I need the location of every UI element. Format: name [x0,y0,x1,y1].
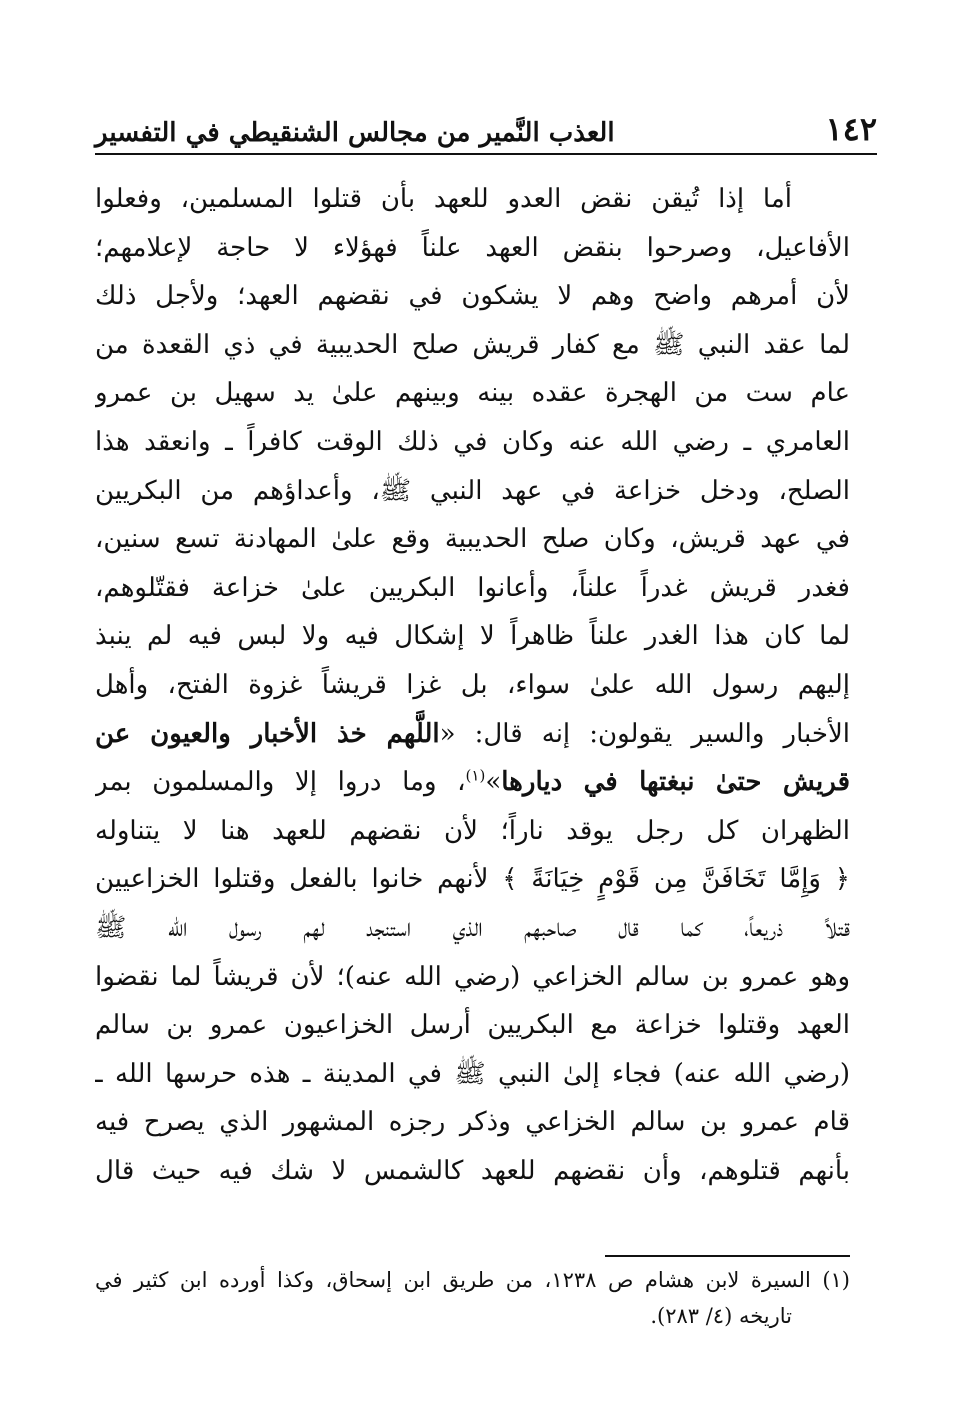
text-line: العهد وقتلوا خزاعة مع البكريين أرسل الخزاعيون عمرو بن سالم [95,1010,850,1041]
text-line: وهو عمرو بن سالم الخزاعي (رضي الله عنه)؛ لأن قريشاً لما نقضوا [95,961,850,992]
text-line: الظهران كل رجل يوقد ناراً؛ لأن نقضهم للعهد هنا لا يتناوله [95,815,850,846]
hadith-quote-bold: اللَّهم خذ الأخبار والعيون عن [95,718,440,749]
header-rule [95,153,877,155]
footnote-rule [605,1255,850,1257]
text-line: أما إذا تُيقن نقض العدو للعهد بأن قتلوا المسلمين، وفعلوا [95,184,792,214]
text-line: قام عمرو بن سالم الخزاعي وذكر رجزه المشهور الذي يصرح فيه [95,1107,850,1138]
text-line: الأفاعيل، وصرحوا بنقض العهد علناً فهؤلاء لا حاجة لإعلامهم؛ [95,232,850,263]
text-line: العامري ـ رضي الله عنه وكان في ذلك الوقت كافراً ـ وانعقد هذا [95,426,850,457]
footnote-reference[interactable]: (١) [465,766,486,785]
text-line [95,758,850,807]
main-text [95,175,850,1195]
text-segment: الأخبار والسير يقولون: إنه قال: « [439,718,850,749]
quran-verse-line: ﴿ وَإِمَّا تَخَافَنَّ مِن قَوْمٍ خِيَانَةً ﴾ لأنهم خانوا بالفعل وقتلوا الخزاعيين [95,864,850,895]
text-line: قتلاً ذريعاً، كما قال صاحبهم الذي استنجد لهم رسول الله ﷺ [95,912,850,943]
text-line: لأن أمرهم واضح وهم لا يشكون في نقضهم العهد؛ ولأجل ذلك [95,281,850,312]
footnote-line [95,1262,850,1298]
footnote [95,1262,850,1334]
text-line: لما عقد النبي ﷺ مع كفار قريش صلح الحديبية في ذي القعدة من [95,329,850,360]
footnote-line: تاريخه (٤/ ٢٨٣). [650,1304,792,1328]
text-line: بأنهم قتلوهم، وأن نقضهم للعهد كالشمس لا شك فيه حيث قال [95,1155,850,1186]
text-line: الصلح، ودخل خزاعة في عهد النبي ﷺ، وأعداؤهم من البكريين [95,475,850,506]
text-line: فغدر قريش غدراً علناً، وأعانوا البكريين علىٰ خزاعة فقتّلوهم، [95,572,850,603]
footnote-marker: (١) [822,1268,850,1292]
hadith-quote-bold: قريش حتىٰ نبغتها في ديارها [501,767,850,798]
text-line: عام ست من الهجرة عقده بينه وبينهم علىٰ يد سهيل بن عمرو [95,378,850,409]
text-line: لما كان هذا الغدر علناً ظاهراً لا إشكال فيه ولا لبس فيه لم ينبذ [95,621,850,652]
text-line: إليهم رسول الله علىٰ سواء، بل غزا قريشاً غزوة الفتح، وأهل [95,669,850,700]
text-line: في عهد قريش، وكان صلح الحديبية وقع علىٰ المهادنة تسع سنين، [95,524,850,555]
text-line: (رضي الله عنه) فجاء إلىٰ النبي ﷺ في المدينة ـ هذه حرسها الله ـ [95,1058,850,1089]
quote-close-mark: » [485,767,502,798]
text-segment: ، وما دروا إلا والمسلمون بمر [95,767,466,798]
page-number: ١٤٢ [825,110,877,148]
footnote-text: السيرة لابن هشام ص ١٢٣٨، من طريق ابن إسحاق، وكذا أورده ابن كثير في [95,1268,811,1292]
running-header [95,108,877,148]
text-line [95,710,850,759]
book-title: العذب النَّمير من مجالس الشنقيطي في التفسير [95,118,615,148]
